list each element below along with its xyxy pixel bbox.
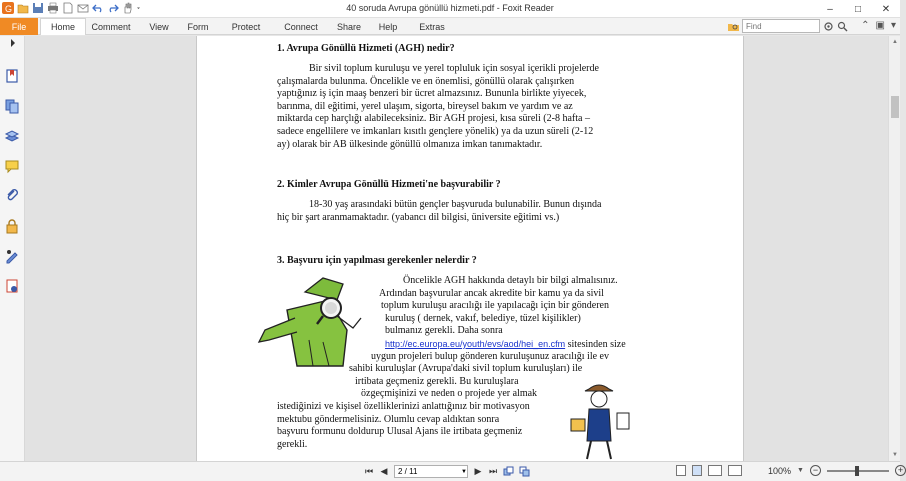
view-and-zoom-controls bbox=[676, 465, 906, 476]
zoom-out-icon[interactable]: − bbox=[810, 465, 821, 476]
page-indicator: 2 / 11 bbox=[398, 467, 418, 476]
detective-illustration bbox=[257, 270, 377, 370]
zoom-in-icon[interactable]: + bbox=[895, 465, 906, 476]
single-page-view-icon[interactable] bbox=[676, 465, 686, 476]
section-3-line: Ardından başvurular ancak akredite bir kamu ya da sivil bbox=[379, 287, 604, 299]
tab-form[interactable]: Form bbox=[187, 21, 209, 32]
page-number-input[interactable] bbox=[394, 465, 468, 478]
next-view-icon[interactable] bbox=[519, 466, 530, 477]
scroll-up-icon[interactable]: ▲ bbox=[892, 39, 898, 45]
zoom-dropdown-icon[interactable]: ▼ bbox=[797, 467, 804, 474]
previous-page-icon[interactable]: ◀ bbox=[380, 466, 388, 476]
section-3-line: sahibi kuruluşlar (Avrupa'daki sivil toplum kuruluşları) ile bbox=[349, 363, 583, 375]
section-1-line: Bir sivil toplum kuruluşu ve yerel topluluk için sosyal içerikli projelerde bbox=[309, 63, 599, 74]
section-2-line: 18-30 yaş arasındaki bütün gençler başvuruda bulunabilir. Bunun dışında bbox=[309, 199, 602, 210]
tab-connect[interactable]: Connect bbox=[284, 21, 318, 32]
section-3-line: kuruluş ( dernek, vakıf, belediye, tüzel kişilikler) bbox=[385, 312, 581, 324]
status-bar bbox=[0, 461, 904, 481]
document-viewport[interactable] bbox=[25, 36, 888, 461]
vertical-scrollbar[interactable] bbox=[888, 36, 900, 461]
section-3-line: gerekli. bbox=[277, 438, 308, 450]
signatures-icon[interactable] bbox=[4, 248, 20, 264]
section-1-line: yaptığınız iş için maaş benzeri bir ücret almazsınız. Bununla birlikte yiyecek, bbox=[277, 88, 587, 100]
find-input[interactable] bbox=[742, 19, 820, 33]
page-navigation bbox=[364, 465, 530, 478]
content-icon[interactable] bbox=[4, 278, 20, 294]
tab-comment[interactable]: Comment bbox=[91, 21, 131, 32]
section-1-line: barınma, dil eğitimi, yerel ulaşım, sigorta, bireysel bakım ve yardım ve az bbox=[277, 100, 573, 112]
pdf-page bbox=[196, 36, 744, 461]
ribbon-right-controls bbox=[861, 20, 896, 31]
section-2-heading: 2. Kimler Avrupa Gönüllü Hizmeti'ne başvurabilir ? bbox=[277, 179, 501, 190]
section-3-line: başvuru formunu doldurup Ulusal Ajans ile irtibata geçmeniz bbox=[277, 426, 523, 438]
tab-share[interactable]: Share bbox=[336, 21, 362, 32]
section-3-line: irtibata geçmeniz gerekli. Bu kuruluşlara bbox=[355, 375, 519, 387]
settings-icon[interactable]: ▣ bbox=[875, 20, 885, 31]
zoom-slider-knob[interactable] bbox=[855, 466, 859, 476]
section-3-line: toplum kuruluşu aracılığı ile yapılacağı için bir gönderen bbox=[381, 300, 609, 312]
more-icon[interactable]: ▾ bbox=[890, 20, 896, 31]
continuous-facing-view-icon[interactable] bbox=[728, 465, 742, 476]
window-title: 40 soruda Avrupa gönüllü hizmeti.pdf - Foxit Reader bbox=[346, 3, 554, 13]
section-3-line: özgeçmişinizi ve neden o projede yer almak bbox=[361, 388, 538, 400]
find-folder-icon[interactable] bbox=[728, 21, 739, 32]
section-1-line: ay) olarak bir AB ülkesinde gönüllü olmanıza imkan tanımaktadır. bbox=[277, 138, 543, 150]
previous-view-icon[interactable] bbox=[503, 466, 514, 477]
close-icon[interactable]: ✕ bbox=[881, 3, 891, 15]
layers-icon[interactable] bbox=[4, 128, 20, 144]
minimize-icon[interactable]: – bbox=[827, 3, 833, 15]
tab-help[interactable]: Help bbox=[378, 21, 398, 32]
search-icon[interactable] bbox=[837, 21, 848, 32]
tab-view[interactable]: View bbox=[149, 21, 169, 32]
scroll-down-icon[interactable]: ▼ bbox=[892, 452, 898, 458]
next-page-icon[interactable]: ▶ bbox=[474, 466, 482, 476]
svg-text:G: G bbox=[5, 4, 13, 14]
continuous-view-icon[interactable] bbox=[692, 465, 702, 476]
facing-view-icon[interactable] bbox=[708, 465, 722, 476]
zoom-slider[interactable] bbox=[827, 470, 889, 472]
section-2-line: hiç bir şart aranmamaktadır. (yabancı dil bilgisi, üniversite eğitimi vs.) bbox=[277, 211, 560, 223]
navigation-panel bbox=[0, 36, 25, 461]
section-1-line: çalışmalarda bulunma. Öncelikle ve en önemlisi, gönüllü olarak çalışırken bbox=[277, 75, 575, 87]
ribbon-tabs bbox=[0, 18, 900, 35]
scroll-thumb[interactable] bbox=[891, 96, 899, 118]
window-controls bbox=[816, 0, 900, 18]
section-1-heading: 1. Avrupa Gönüllü Hizmeti (AGH) nedir? bbox=[277, 43, 455, 54]
section-3-line: bulmanız gerekli. Daha sonra bbox=[385, 325, 503, 337]
maximize-icon[interactable]: □ bbox=[854, 3, 862, 15]
first-page-icon[interactable]: ⏮ bbox=[364, 466, 374, 476]
courier-illustration bbox=[563, 379, 643, 461]
bookmarks-icon[interactable] bbox=[4, 68, 20, 84]
find-options-icon[interactable] bbox=[823, 21, 834, 32]
security-lock-icon[interactable] bbox=[4, 218, 20, 234]
attachments-icon[interactable] bbox=[4, 188, 20, 204]
section-3-heading: 3. Başvuru için yapılması gerekenler nelerdir ? bbox=[277, 255, 477, 266]
collapse-ribbon-icon[interactable]: ⌃ bbox=[861, 20, 870, 31]
section-3-line: uygun projeleri bulup gönderen kuruluşunuz aracılığı ile ev bbox=[371, 350, 609, 362]
expand-panel-icon[interactable] bbox=[8, 38, 18, 48]
zoom-level[interactable]: 100% bbox=[768, 465, 792, 476]
tab-extras[interactable]: Extras bbox=[419, 21, 445, 32]
link-trailing-text: sitesinden size bbox=[567, 339, 626, 350]
section-3-line: Öncelikle AGH hakkında detaylı bir bilgi almalısınız. bbox=[403, 275, 618, 286]
pages-icon[interactable] bbox=[4, 98, 20, 114]
youth-evs-link[interactable]: http://ec.europa.eu/youth/evs/aod/hei_en.cfm bbox=[385, 339, 566, 349]
section-3-link-line bbox=[385, 338, 643, 352]
comments-icon[interactable] bbox=[4, 158, 20, 174]
tab-home[interactable]: Home bbox=[40, 18, 86, 35]
section-3-line: mektubu göndermelisiniz. Olumlu cevap aldıktan sonra bbox=[277, 413, 500, 425]
section-1-line: sadece engellilere ve imkanları kısıtlı gençlere yönelik) ya da uzun süreli (2-12 bbox=[277, 126, 594, 137]
section-3-line: istediğinizi ve kişisel özelliklerinizi anlattığınız bir motivasyon bbox=[277, 401, 530, 412]
tab-protect[interactable]: Protect bbox=[231, 21, 261, 32]
find-box bbox=[728, 19, 848, 33]
tab-file[interactable]: File bbox=[0, 18, 38, 35]
title-bar bbox=[0, 0, 900, 18]
last-page-icon[interactable]: ⏭ bbox=[488, 466, 498, 476]
section-1-line: miktarda cep harçlığı alabileceksiniz. Bir AGH projesi, kısa süreli (2-8 hafta – bbox=[277, 113, 590, 125]
page-dropdown-icon[interactable]: ▼ bbox=[461, 468, 467, 475]
